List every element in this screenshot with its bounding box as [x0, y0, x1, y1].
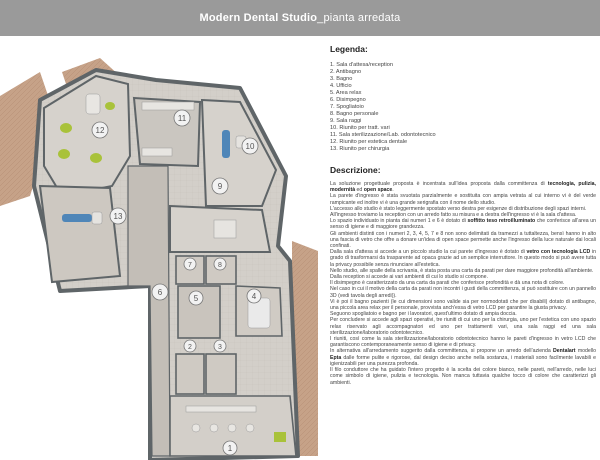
desc-paragraph: Nel caso in cui il motivo della carta da parati non incontri i gusti della committenza, si può sostituire con un pannello 3D (vedi tavola degli arredi)).	[330, 286, 596, 299]
room-2	[176, 354, 204, 394]
title-sub: _pianta arredata	[317, 12, 401, 24]
room-number-2: 2	[188, 344, 192, 351]
room-number-4: 4	[251, 292, 257, 301]
room-number-12: 12	[95, 126, 105, 135]
room-number-10: 10	[245, 142, 255, 151]
desc-paragraph: Nello studio, alle spalle della scrivania, è stata posta una carta da parati per dare maggiore profondità all'ambiente.	[330, 267, 594, 274]
room-number-7: 7	[188, 262, 192, 269]
desc-paragraph: La soluzione progettuale proposta è incentrata sull'idea proposta dalla committenza di tecnologia, pulizia, modernità ed open space.	[330, 181, 597, 194]
desc-paragraph: Lo spazio individuato in pianta dai numeri 1 e 6 è dotato di soffitto teso retroilluminato che conferisce all'area un senso di igiene e di maggiore grandezza.	[330, 218, 596, 231]
desc-paragraph: Seguono spogliatoio e bagno per i lavoratori, quest'ultimo dotato di ampia doccia.	[330, 311, 517, 318]
desc-paragraph: All'ingresso troviamo la reception con un arredo fatto su misura e a destra dell'ingresso vi è la sala d'attesa.	[330, 212, 577, 219]
legend-item: 11. Sala sterilizzazione/Lab. odontotecnico	[330, 132, 436, 138]
legend-item: 9. Sala raggi	[330, 118, 362, 124]
legend-item: 7. Spogliatoio	[330, 104, 364, 110]
desc-paragraph: Vi è poi il bagno pazienti (le cui dimensioni sono valide sia per normodotati che per disabili) dotato di antibagno, una piccola area relax per il personale, provvista anch'essa di vetro LCD per garantire la giusta privacy.	[330, 298, 596, 312]
room-number-6: 6	[157, 288, 163, 297]
legend-item: 13. Riunito per chirurgia	[330, 146, 390, 152]
room-number-3: 3	[218, 344, 222, 351]
legend-item: 5. Area relax	[330, 90, 362, 96]
title-main: Modern Dental Studio	[199, 12, 318, 24]
legend-item: 1. Sala d'attesa/reception	[330, 62, 393, 68]
desc-paragraph: Il disimpegno è caratterizzato da una carta da parati che conferisce profondità e dà una nota di colore.	[330, 280, 565, 287]
desc-paragraph: I riuniti, così come la sala sterilizzazione/laboratorio odontotecnico hanno le pareti d'ingresso in vetro LCD che garantiscono contemporaneamente senso di igiene e di privacy.	[330, 336, 596, 349]
room-number-13: 13	[113, 212, 123, 221]
desc-paragraph: Dalla reception si accede ai vari ambienti di cui lo studio si compone.	[330, 274, 489, 281]
title-bar	[0, 0, 600, 36]
legend-item: 10. Riunito per tratt. vari	[330, 125, 390, 131]
description-heading: Descrizione:	[330, 165, 381, 175]
room-number-9: 9	[217, 182, 223, 191]
room-number-1: 1	[227, 444, 233, 453]
room-number-11: 11	[177, 114, 187, 123]
room-3	[206, 354, 236, 394]
room-number-8: 8	[218, 262, 222, 269]
legend-list	[330, 62, 594, 153]
desc-paragraph: Il filo conduttore che ha guidato l'intero progetto è la scelta dei colore bianco, nelle pareti, nell'arredo, nelle luci come simbolo di igiene, pulizia e tecnologia. Non manca tuttavia qualche tocco di colore che caratterizzi gli ambienti.	[330, 367, 596, 386]
legend-item: 8. Bagno personale	[330, 111, 379, 117]
desc-paragraph: Per concludere si accede agli spazi operativi, tre riuniti di cui uno per la chirurgia, uno per l'estetica con uno spazio relax riservato agli accompagnatori ed uno per trattamenti vari, una sala raggi ed una sala sterilizzazione/laboratorio odontotecnico.	[330, 317, 596, 336]
legend-item: 3. Bagno	[330, 76, 353, 82]
description-body	[326, 181, 597, 386]
desc-paragraph: In alternativa all'arredamento suggerito dalla committenza, si propone un arredo dell'azienda Dentalart modello Epta dalle forme pulite e rigorose, dal design deciso anche nella sostanza, i materiali sono facilmente lavabili e igienizzabili per una purezza profonda.	[330, 348, 597, 367]
legend-item: 2. Antibagno	[330, 69, 362, 75]
legend-item: 6. Disimpegno	[330, 97, 366, 103]
floor-plan	[0, 36, 318, 460]
legend-heading: Legenda:	[330, 44, 368, 54]
desc-paragraph: Gli ambienti distinti con i numeri 2, 3, 4, 5, 7 e 8 non sono delimitati da tramezzi a tuttaltezza, bensì hanno in alto una fascia di vetro che offre a donare un'idea di open space permette anche l'ingresso della luce naturale dai locali confinati.	[330, 230, 596, 250]
legend-item: 12. Riunito per estetica dentale	[330, 139, 408, 145]
legend-item: 4. Ufficio	[330, 83, 352, 89]
desc-paragraph: L'accesso allo studio è stato leggermente spostato verso destra per esigenze di distribuzione degli spazi interni.	[330, 205, 587, 212]
room-number-5: 5	[193, 294, 199, 303]
desc-paragraph: La parete d'ingresso è stata svuotata parzialmente e sostituita con ampia vetrata al cui interno vi è del verde rampicante ed inoltre vi è una grande serigrafia con il nome dello studio.	[330, 193, 596, 206]
legend-panel	[326, 44, 597, 456]
desc-paragraph: Dalla sala d'attesa si accede a un piccolo studio la cui parete d'ingresso è dotato di vetro con tecnologia LCD in grado di trasformarsi da trasparente ad opaca grazie ad un semplice interruttore. In questo modo si può avere tutta la privacy possibile senza rinunciare all'estetica.	[330, 249, 596, 268]
room-13	[40, 186, 120, 282]
